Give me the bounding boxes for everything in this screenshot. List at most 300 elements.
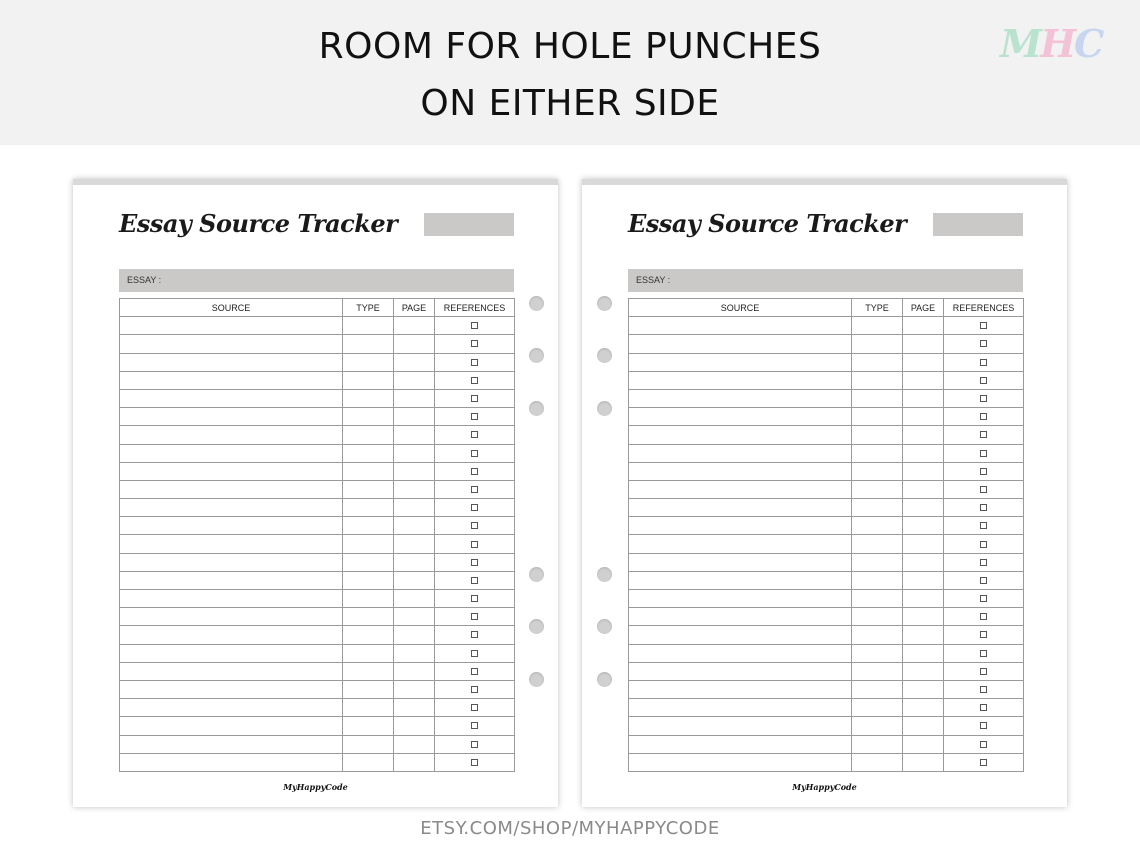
reference-checkbox[interactable]: [471, 504, 478, 511]
planner-page-left: [73, 179, 558, 807]
table-row: [629, 371, 1024, 389]
reference-checkbox[interactable]: [980, 577, 987, 584]
page-cell: [903, 462, 944, 480]
page-cell: [394, 699, 435, 717]
column-header-references: REFERENCES: [944, 299, 1024, 317]
table-row: [120, 735, 515, 753]
reference-cell: [944, 608, 1024, 626]
page-top-strip: [73, 179, 558, 185]
reference-checkbox[interactable]: [980, 431, 987, 438]
type-cell: [343, 462, 394, 480]
reference-checkbox[interactable]: [471, 468, 478, 475]
reference-checkbox[interactable]: [980, 668, 987, 675]
reference-cell: [435, 535, 515, 553]
page-cell: [903, 317, 944, 335]
reference-checkbox[interactable]: [471, 577, 478, 584]
page-cell: [394, 644, 435, 662]
table-row: [629, 662, 1024, 680]
type-cell: [852, 662, 903, 680]
page-cell: [394, 353, 435, 371]
reference-cell: [944, 626, 1024, 644]
page-cell: [394, 408, 435, 426]
table-row: [629, 317, 1024, 335]
table-row: [629, 590, 1024, 608]
type-cell: [343, 517, 394, 535]
reference-cell: [435, 335, 515, 353]
hole-punch-right-4: [597, 567, 612, 582]
reference-cell: [435, 735, 515, 753]
reference-checkbox[interactable]: [471, 595, 478, 602]
name-box: [424, 213, 514, 236]
source-cell: [120, 571, 343, 589]
table-row: [120, 462, 515, 480]
reference-checkbox[interactable]: [980, 541, 987, 548]
page-cell: [394, 735, 435, 753]
reference-checkbox[interactable]: [471, 613, 478, 620]
table-row: [120, 717, 515, 735]
page-cell: [903, 553, 944, 571]
essay-label: ESSAY :: [119, 269, 514, 292]
source-cell: [120, 590, 343, 608]
page-cell: [903, 426, 944, 444]
reference-checkbox[interactable]: [471, 359, 478, 366]
logo-letter: H: [1040, 21, 1076, 66]
type-cell: [343, 717, 394, 735]
page-cell: [903, 717, 944, 735]
table-row: [629, 644, 1024, 662]
column-header-type: TYPE: [343, 299, 394, 317]
reference-checkbox[interactable]: [980, 395, 987, 402]
source-cell: [120, 644, 343, 662]
page-cell: [394, 499, 435, 517]
reference-checkbox[interactable]: [471, 559, 478, 566]
reference-checkbox[interactable]: [471, 377, 478, 384]
type-cell: [343, 389, 394, 407]
type-cell: [852, 753, 903, 771]
reference-checkbox[interactable]: [980, 595, 987, 602]
source-cell: [120, 317, 343, 335]
type-cell: [343, 444, 394, 462]
page-cell: [903, 353, 944, 371]
page-cell: [903, 408, 944, 426]
table-row: [120, 444, 515, 462]
reference-checkbox[interactable]: [471, 668, 478, 675]
source-cell: [120, 717, 343, 735]
type-cell: [852, 335, 903, 353]
source-cell: [629, 426, 852, 444]
reference-cell: [435, 408, 515, 426]
source-cell: [120, 444, 343, 462]
source-cell: [120, 499, 343, 517]
table-row: [120, 480, 515, 498]
reference-cell: [944, 335, 1024, 353]
page-cell: [903, 535, 944, 553]
source-cell: [120, 608, 343, 626]
page-title: Essay Source Tracker: [628, 209, 907, 238]
type-cell: [343, 699, 394, 717]
table-header-row: [629, 299, 1024, 317]
page-cell: [394, 389, 435, 407]
source-cell: [629, 608, 852, 626]
reference-cell: [944, 480, 1024, 498]
reference-cell: [435, 717, 515, 735]
hole-punch-left-1: [529, 296, 544, 311]
hole-punch-right-6: [597, 672, 612, 687]
type-cell: [852, 499, 903, 517]
source-cell: [629, 717, 852, 735]
reference-checkbox[interactable]: [980, 631, 987, 638]
page-title: Essay Source Tracker: [119, 209, 398, 238]
reference-checkbox[interactable]: [980, 377, 987, 384]
table-row: [629, 335, 1024, 353]
page-cell: [394, 480, 435, 498]
page-cell: [903, 590, 944, 608]
type-cell: [852, 571, 903, 589]
page-cell: [394, 626, 435, 644]
source-cell: [629, 553, 852, 571]
page-cell: [903, 680, 944, 698]
hole-punch-right-5: [597, 619, 612, 634]
reference-cell: [944, 662, 1024, 680]
source-cell: [120, 371, 343, 389]
reference-checkbox[interactable]: [980, 741, 987, 748]
page-cell: [903, 444, 944, 462]
reference-checkbox[interactable]: [471, 722, 478, 729]
source-cell: [629, 408, 852, 426]
type-cell: [852, 408, 903, 426]
page-cell: [903, 517, 944, 535]
reference-checkbox[interactable]: [980, 450, 987, 457]
table-row: [120, 608, 515, 626]
reference-checkbox[interactable]: [980, 340, 987, 347]
page-cell: [394, 444, 435, 462]
page-cell: [903, 499, 944, 517]
table-row: [629, 480, 1024, 498]
reference-checkbox[interactable]: [471, 631, 478, 638]
page-cell: [394, 590, 435, 608]
reference-cell: [435, 699, 515, 717]
source-cell: [120, 480, 343, 498]
page-cell: [903, 608, 944, 626]
type-cell: [852, 717, 903, 735]
reference-checkbox[interactable]: [980, 759, 987, 766]
table-row: [629, 353, 1024, 371]
page-cell: [903, 644, 944, 662]
hole-punch-left-4: [529, 567, 544, 582]
type-cell: [343, 535, 394, 553]
type-cell: [852, 735, 903, 753]
type-cell: [343, 753, 394, 771]
reference-checkbox[interactable]: [471, 650, 478, 657]
type-cell: [852, 535, 903, 553]
page-cell: [903, 371, 944, 389]
reference-checkbox[interactable]: [471, 395, 478, 402]
reference-cell: [944, 735, 1024, 753]
reference-checkbox[interactable]: [471, 450, 478, 457]
hole-punch-right-1: [597, 296, 612, 311]
column-header-type: TYPE: [852, 299, 903, 317]
page-cell: [394, 553, 435, 571]
reference-cell: [944, 699, 1024, 717]
source-cell: [629, 517, 852, 535]
source-cell: [120, 517, 343, 535]
page-cell: [394, 662, 435, 680]
reference-cell: [944, 644, 1024, 662]
reference-cell: [435, 662, 515, 680]
reference-checkbox[interactable]: [980, 322, 987, 329]
hole-punch-left-3: [529, 401, 544, 416]
table-row: [629, 462, 1024, 480]
reference-cell: [435, 371, 515, 389]
reference-checkbox[interactable]: [980, 486, 987, 493]
table-row: [629, 608, 1024, 626]
reference-cell: [944, 535, 1024, 553]
table-row: [120, 499, 515, 517]
reference-cell: [435, 644, 515, 662]
reference-checkbox[interactable]: [471, 741, 478, 748]
hole-punch-right-2: [597, 348, 612, 363]
table-row: [629, 571, 1024, 589]
type-cell: [852, 426, 903, 444]
table-row: [120, 389, 515, 407]
planner-page-right: [582, 179, 1067, 807]
reference-cell: [944, 444, 1024, 462]
reference-checkbox[interactable]: [471, 541, 478, 548]
source-cell: [120, 353, 343, 371]
table-row: [120, 699, 515, 717]
column-header-source: SOURCE: [120, 299, 343, 317]
page-cell: [903, 735, 944, 753]
page-cell: [394, 426, 435, 444]
reference-checkbox[interactable]: [471, 522, 478, 529]
source-table: [119, 298, 515, 772]
reference-cell: [944, 499, 1024, 517]
reference-checkbox[interactable]: [471, 413, 478, 420]
source-cell: [629, 662, 852, 680]
table-row: [629, 735, 1024, 753]
type-cell: [343, 680, 394, 698]
source-cell: [120, 335, 343, 353]
table-row: [120, 317, 515, 335]
source-cell: [629, 462, 852, 480]
type-cell: [343, 408, 394, 426]
page-footer-brand: MyHappyCode: [792, 782, 857, 792]
source-cell: [629, 371, 852, 389]
page-cell: [394, 717, 435, 735]
reference-cell: [944, 426, 1024, 444]
reference-cell: [944, 389, 1024, 407]
type-cell: [852, 353, 903, 371]
reference-checkbox[interactable]: [471, 704, 478, 711]
page-cell: [903, 335, 944, 353]
type-cell: [852, 444, 903, 462]
reference-checkbox[interactable]: [471, 322, 478, 329]
reference-cell: [435, 553, 515, 571]
headline-line-1: ROOM FOR HOLE PUNCHES: [318, 26, 822, 67]
table-row: [120, 535, 515, 553]
reference-cell: [435, 480, 515, 498]
type-cell: [343, 426, 394, 444]
source-cell: [629, 571, 852, 589]
table-row: [629, 717, 1024, 735]
source-cell: [629, 317, 852, 335]
type-cell: [852, 371, 903, 389]
page-footer-brand: MyHappyCode: [283, 782, 348, 792]
source-cell: [629, 590, 852, 608]
reference-checkbox[interactable]: [471, 486, 478, 493]
page-cell: [394, 753, 435, 771]
logo-letter: M: [1000, 21, 1043, 66]
type-cell: [852, 608, 903, 626]
type-cell: [852, 644, 903, 662]
reference-checkbox[interactable]: [471, 759, 478, 766]
reference-cell: [435, 317, 515, 335]
reference-checkbox[interactable]: [980, 704, 987, 711]
reference-checkbox[interactable]: [980, 522, 987, 529]
source-cell: [629, 626, 852, 644]
type-cell: [343, 644, 394, 662]
type-cell: [852, 680, 903, 698]
source-cell: [629, 353, 852, 371]
table-row: [120, 553, 515, 571]
table-row: [120, 335, 515, 353]
type-cell: [852, 462, 903, 480]
type-cell: [852, 389, 903, 407]
table-row: [629, 553, 1024, 571]
name-box: [933, 213, 1023, 236]
type-cell: [852, 553, 903, 571]
page-cell: [903, 389, 944, 407]
reference-cell: [944, 753, 1024, 771]
table-row: [629, 753, 1024, 771]
type-cell: [343, 335, 394, 353]
type-cell: [852, 517, 903, 535]
table-row: [629, 535, 1024, 553]
table-row: [120, 426, 515, 444]
headline-line-2: ON EITHER SIDE: [420, 83, 720, 124]
reference-cell: [435, 389, 515, 407]
page-cell: [394, 335, 435, 353]
table-row: [120, 408, 515, 426]
reference-cell: [944, 517, 1024, 535]
page-cell: [394, 317, 435, 335]
page-cell: [903, 662, 944, 680]
table-row: [629, 444, 1024, 462]
source-cell: [629, 535, 852, 553]
reference-checkbox[interactable]: [471, 431, 478, 438]
reference-cell: [435, 499, 515, 517]
source-cell: [629, 480, 852, 498]
reference-checkbox[interactable]: [980, 650, 987, 657]
reference-cell: [435, 626, 515, 644]
type-cell: [852, 590, 903, 608]
source-cell: [120, 662, 343, 680]
source-cell: [629, 644, 852, 662]
source-cell: [629, 699, 852, 717]
reference-cell: [435, 753, 515, 771]
table-header-row: [120, 299, 515, 317]
page-cell: [394, 571, 435, 589]
source-cell: [120, 553, 343, 571]
reference-cell: [435, 353, 515, 371]
page-cell: [394, 680, 435, 698]
hole-punch-left-6: [529, 672, 544, 687]
column-header-source: SOURCE: [629, 299, 852, 317]
reference-cell: [435, 571, 515, 589]
page-cell: [394, 608, 435, 626]
source-cell: [120, 735, 343, 753]
reference-checkbox[interactable]: [980, 468, 987, 475]
source-cell: [120, 626, 343, 644]
table-row: [120, 517, 515, 535]
reference-cell: [435, 608, 515, 626]
table-row: [629, 699, 1024, 717]
type-cell: [343, 371, 394, 389]
table-row: [120, 571, 515, 589]
reference-checkbox[interactable]: [471, 686, 478, 693]
type-cell: [852, 626, 903, 644]
hole-punch-right-3: [597, 401, 612, 416]
type-cell: [343, 353, 394, 371]
reference-cell: [944, 680, 1024, 698]
reference-checkbox[interactable]: [980, 613, 987, 620]
column-header-page: PAGE: [394, 299, 435, 317]
reference-cell: [944, 353, 1024, 371]
reference-cell: [944, 317, 1024, 335]
reference-cell: [435, 462, 515, 480]
hole-punch-left-5: [529, 619, 544, 634]
table-row: [120, 753, 515, 771]
type-cell: [343, 499, 394, 517]
column-header-page: PAGE: [903, 299, 944, 317]
source-cell: [629, 444, 852, 462]
table-row: [120, 371, 515, 389]
table-row: [120, 590, 515, 608]
reference-checkbox[interactable]: [980, 413, 987, 420]
type-cell: [343, 571, 394, 589]
reference-checkbox[interactable]: [980, 686, 987, 693]
reference-checkbox[interactable]: [471, 340, 478, 347]
source-cell: [629, 680, 852, 698]
page-cell: [394, 462, 435, 480]
page-cell: [903, 571, 944, 589]
table-row: [629, 408, 1024, 426]
reference-cell: [944, 590, 1024, 608]
source-cell: [120, 408, 343, 426]
reference-cell: [435, 444, 515, 462]
reference-checkbox[interactable]: [980, 722, 987, 729]
source-cell: [120, 680, 343, 698]
page-cell: [903, 626, 944, 644]
table-row: [120, 644, 515, 662]
reference-cell: [944, 717, 1024, 735]
reference-checkbox[interactable]: [980, 504, 987, 511]
reference-cell: [944, 553, 1024, 571]
reference-checkbox[interactable]: [980, 559, 987, 566]
table-row: [120, 662, 515, 680]
table-row: [629, 680, 1024, 698]
reference-checkbox[interactable]: [980, 359, 987, 366]
type-cell: [343, 317, 394, 335]
reference-cell: [944, 571, 1024, 589]
source-cell: [120, 535, 343, 553]
source-cell: [120, 699, 343, 717]
type-cell: [343, 626, 394, 644]
page-cell: [394, 517, 435, 535]
type-cell: [343, 480, 394, 498]
type-cell: [852, 480, 903, 498]
source-cell: [629, 499, 852, 517]
